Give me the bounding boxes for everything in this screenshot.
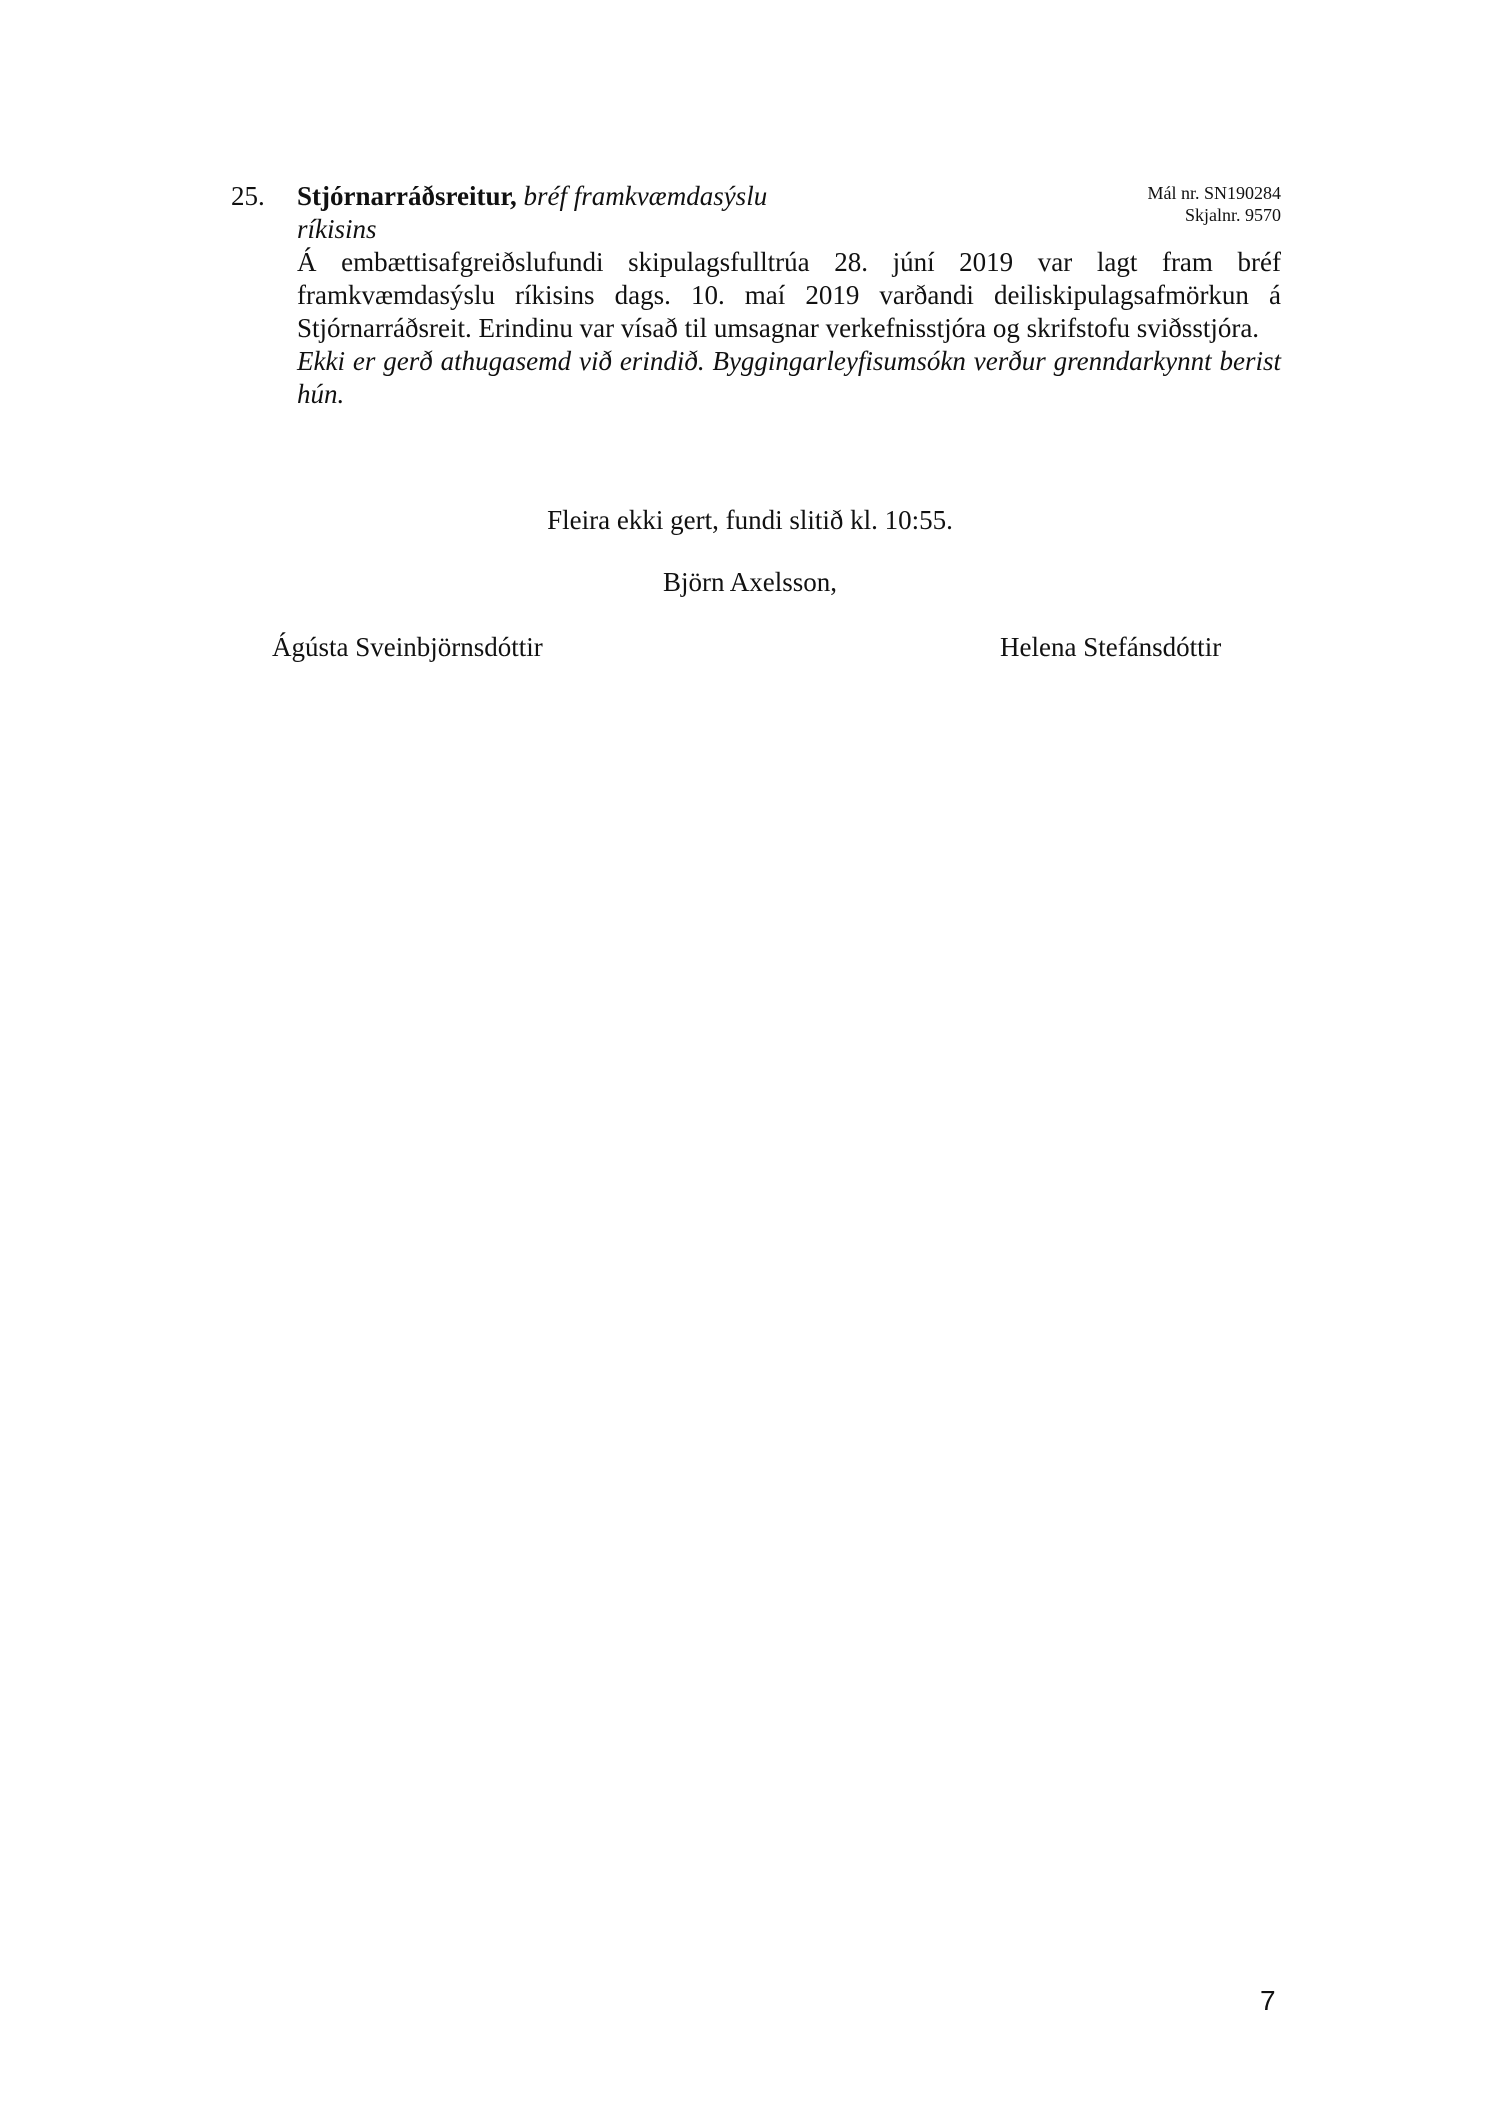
item-subtitle: bréf framkvæmdasýslu ríkisins [297,181,768,244]
item-description: Á embættisafgreiðslufundi skipulagsfulltrúa 28. júní 2019 var lagt fram bréf framkvæmdasýslu ríkisins dags. 10. maí 2019 varðandi deiliskipulagsafmörkun á Stjórnarráðsreit. Erindinu var vísað til umsagnar verkefnisstjóra og skrifstofu sviðsstjóra. [297,247,1281,343]
document-number: Skjalnr. 9570 [1184,205,1281,225]
item-body [297,246,1281,411]
chair-name: Björn Axelsson, [662,567,837,597]
case-number: Mál nr. SN190284 [1147,183,1281,203]
item-number: 25. [231,181,265,211]
item-title: Stjórnarráðsreitur, [297,181,517,211]
item-heading [297,180,817,246]
item-conclusion: Ekki er gerð athugasemd við erindið. Byggingarleyfisumsókn verður grenndarkynnt berist hún. [297,346,1281,409]
page-number: 7 [1260,1985,1276,2016]
closing-statement: Fleira ekki gert, fundi slitið kl. 10:55. [547,505,953,535]
case-reference [1147,182,1281,226]
signature-left: Ágústa Sveinbjörnsdóttir [272,632,543,662]
signature-right: Helena Stefánsdóttir [1000,632,1222,662]
